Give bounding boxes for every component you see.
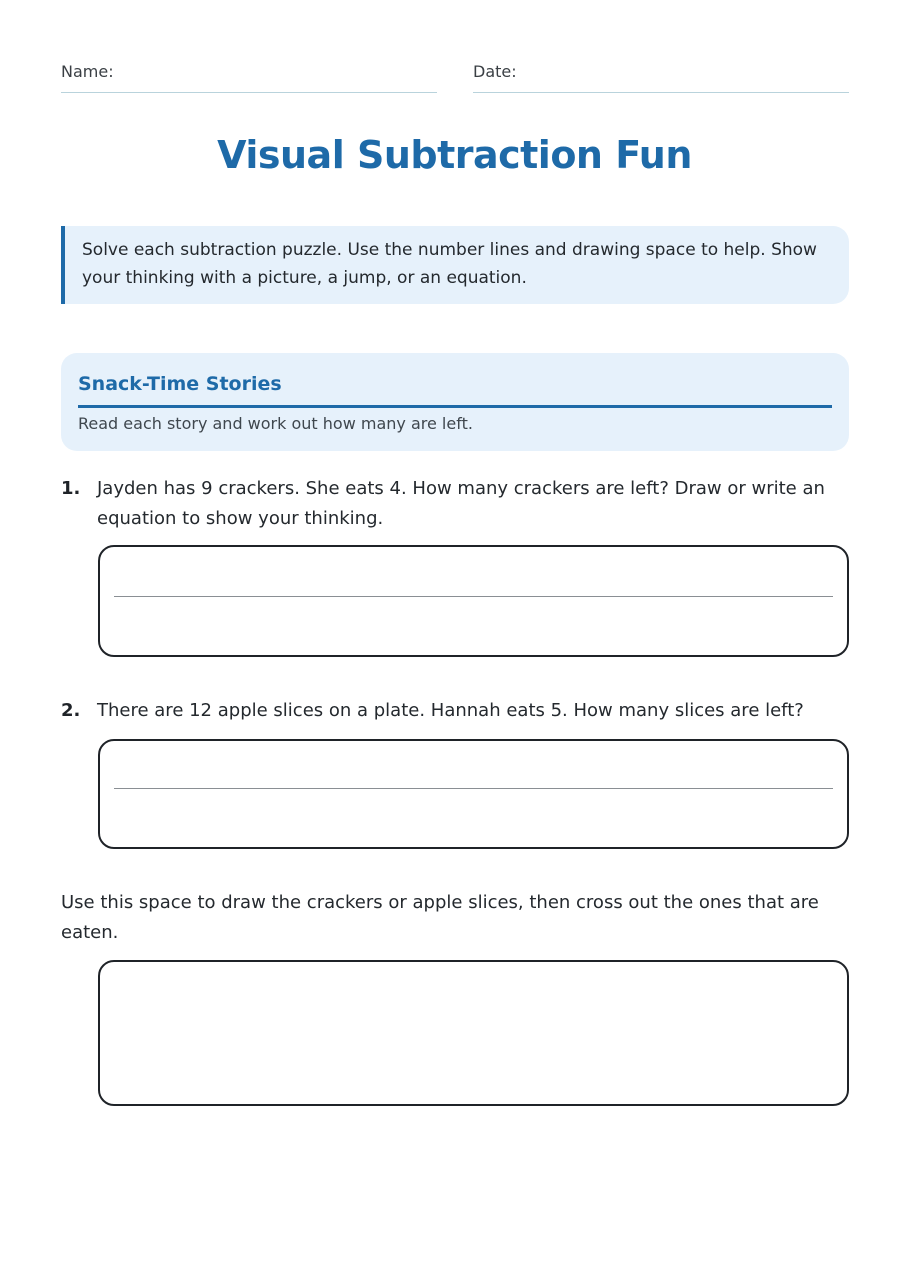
date-label: Date:: [473, 62, 517, 81]
answer-box-1[interactable]: [98, 545, 849, 657]
section-subtitle: Read each story and work out how many are left.: [78, 414, 473, 433]
problem-number: 2.: [61, 700, 81, 721]
problem-text: There are 12 apple slices on a plate. Hannah eats 5. How many slices are left?: [97, 700, 804, 721]
instructions-callout: [61, 226, 849, 304]
problem-number: 1.: [61, 478, 81, 499]
date-field[interactable]: [473, 62, 849, 93]
drawing-box[interactable]: [98, 960, 849, 1106]
worksheet-title: Visual Subtraction Fun: [217, 133, 692, 177]
answer-box-2[interactable]: [98, 739, 849, 849]
answer-line: [114, 596, 833, 597]
problem-2: [61, 696, 849, 728]
answer-line: [114, 788, 833, 789]
problem-1: [61, 474, 849, 538]
name-label: Name:: [61, 62, 114, 81]
section-title: Snack-Time Stories: [78, 370, 832, 408]
drawing-prompt: Use this space to draw the crackers or apple slices, then cross out the ones that are eaten.: [61, 892, 819, 943]
instructions-text: Solve each subtraction puzzle. Use the number lines and drawing space to help. Show your thinking with a picture, a jump, or an equation.: [82, 240, 817, 288]
name-field[interactable]: [61, 62, 437, 93]
section-header: [61, 353, 849, 451]
problem-text: Jayden has 9 crackers. She eats 4. How many crackers are left? Draw or write an equation to show your thinking.: [97, 478, 825, 529]
